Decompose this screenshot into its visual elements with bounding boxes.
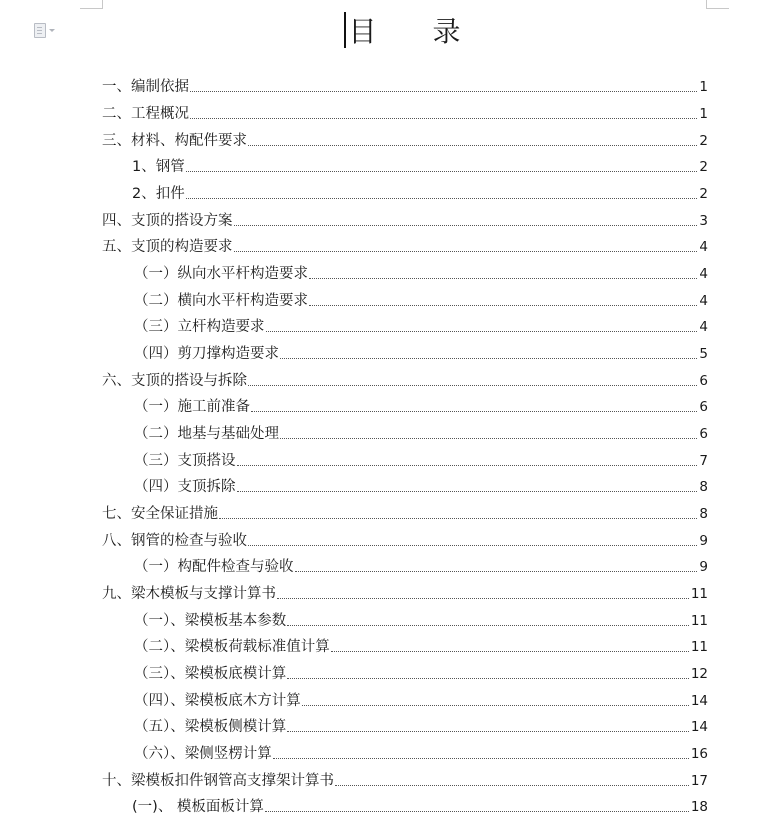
toc-entry[interactable] — [102, 103, 708, 123]
toc-entry-page: 6 — [699, 399, 708, 415]
toc-entry-page: 2 — [699, 186, 708, 202]
toc-entry[interactable] — [134, 476, 708, 496]
toc-entry-text: (一)、 模板面板计算 — [132, 799, 264, 815]
toc-entry-text: 三、材料、构配件要求 — [102, 133, 247, 149]
toc-entry-text: （三）支顶搭设 — [134, 453, 236, 469]
toc-entry-text: 五、支顶的构造要求 — [102, 239, 233, 255]
toc-leader — [190, 118, 697, 119]
toc-leader — [248, 145, 697, 146]
toc-entry-text: 2、扣件 — [132, 186, 185, 202]
toc-entry-page: 9 — [699, 559, 708, 575]
toc-entry-text: （一）施工前准备 — [134, 399, 250, 415]
page-corner-mark-right — [706, 0, 729, 9]
toc-entry[interactable] — [134, 263, 708, 283]
toc-entry-page: 8 — [699, 506, 708, 522]
toc-entry-text: 一、编制依据 — [102, 79, 189, 95]
toc-entry[interactable] — [134, 450, 708, 470]
document-icon — [34, 23, 46, 38]
document-menu-button[interactable] — [34, 21, 64, 39]
toc-entry[interactable] — [102, 236, 708, 256]
toc-entry[interactable] — [132, 156, 708, 176]
toc-entry[interactable] — [132, 796, 708, 816]
toc-entry[interactable] — [102, 370, 708, 390]
toc-entry[interactable] — [134, 690, 708, 710]
toc-leader — [186, 198, 698, 199]
toc-leader — [248, 545, 697, 546]
toc-entry-text: （四）、梁模板底木方计算 — [134, 693, 301, 709]
toc-entry[interactable] — [134, 556, 708, 576]
toc-leader — [287, 678, 689, 679]
toc-entry-text: 七、安全保证措施 — [102, 506, 218, 522]
toc-entry-page: 16 — [690, 746, 708, 762]
toc-entry[interactable] — [134, 316, 708, 336]
toc-entry-page: 1 — [699, 79, 708, 95]
toc-entry-text: （一）构配件检查与验收 — [134, 559, 294, 575]
title-char-2: 录 — [432, 15, 461, 48]
toc-entry[interactable] — [102, 130, 708, 150]
toc-entry-page: 18 — [690, 799, 708, 815]
toc-entry[interactable] — [102, 770, 708, 790]
toc-entry-page: 11 — [690, 639, 708, 655]
toc-leader — [248, 385, 697, 386]
toc-entry-page: 6 — [699, 373, 708, 389]
toc-entry-text: （三）立杆构造要求 — [134, 319, 265, 335]
toc-entry-page: 12 — [690, 666, 708, 682]
toc-leader — [273, 758, 689, 759]
toc-entry-text: （五）、梁模板侧模计算 — [134, 719, 287, 735]
toc-entry-page: 5 — [699, 346, 708, 362]
toc-entry-text: （一）纵向水平杆构造要求 — [134, 266, 308, 282]
toc-leader — [251, 411, 697, 412]
toc-entry-text: （六）、梁侧竖楞计算 — [134, 746, 272, 762]
toc-entry-page: 6 — [699, 426, 708, 442]
toc-entry-page: 2 — [699, 133, 708, 149]
toc-entry-page: 17 — [690, 773, 708, 789]
toc-leader — [280, 438, 697, 439]
toc-leader — [309, 305, 697, 306]
dropdown-caret-icon — [49, 29, 55, 32]
toc-leader — [335, 785, 689, 786]
toc-leader — [287, 731, 689, 732]
toc-entry-text: 六、支顶的搭设与拆除 — [102, 373, 247, 389]
toc-entry-text: （三）、梁模板底模计算 — [134, 666, 287, 682]
toc-entry-text: （二）地基与基础处理 — [134, 426, 279, 442]
toc-entry-page: 9 — [699, 533, 708, 549]
toc-entry-page: 14 — [690, 693, 708, 709]
toc-entry[interactable] — [102, 210, 708, 230]
toc-leader — [234, 225, 698, 226]
toc-entry-page: 4 — [699, 239, 708, 255]
toc-entry[interactable] — [134, 743, 708, 763]
toc-entry-text: 四、支顶的搭设方案 — [102, 213, 233, 229]
toc-entry-text: （二）、梁模板荷载标准值计算 — [134, 639, 330, 655]
toc-entry[interactable] — [102, 76, 708, 96]
toc-title — [344, 10, 461, 50]
toc-entry[interactable] — [134, 610, 708, 630]
toc-entry-page: 2 — [699, 159, 708, 175]
toc-leader — [266, 331, 698, 332]
toc-entry-text: （二）横向水平杆构造要求 — [134, 293, 308, 309]
toc-entry[interactable] — [134, 716, 708, 736]
toc-entry[interactable] — [102, 530, 708, 550]
toc-entry-page: 11 — [690, 613, 708, 629]
toc-leader — [280, 358, 697, 359]
toc-leader — [309, 278, 697, 279]
toc-leader — [219, 518, 697, 519]
toc-entry[interactable] — [134, 663, 708, 683]
toc-entry-text: 九、梁木模板与支撑计算书 — [102, 586, 276, 602]
toc-entry-text: （一）、梁模板基本参数 — [134, 613, 287, 629]
toc-leader — [277, 598, 689, 599]
toc-entry[interactable] — [132, 183, 708, 203]
toc-entry-page: 4 — [699, 266, 708, 282]
toc-leader — [237, 491, 698, 492]
toc-entry-page: 4 — [699, 319, 708, 335]
toc-entry[interactable] — [134, 636, 708, 656]
toc-leader — [234, 251, 698, 252]
toc-leader — [295, 571, 698, 572]
toc-leader — [302, 705, 689, 706]
toc-entry-page: 11 — [690, 586, 708, 602]
title-char-1: 目 — [348, 15, 377, 48]
toc-entry[interactable] — [134, 290, 708, 310]
toc-leader — [237, 465, 698, 466]
toc-entry-page: 3 — [699, 213, 708, 229]
toc-entry-text: 二、工程概况 — [102, 106, 189, 122]
toc-entry[interactable] — [134, 396, 708, 416]
toc-leader — [287, 625, 689, 626]
toc-entry-page: 4 — [699, 293, 708, 309]
toc-entry[interactable] — [102, 583, 708, 603]
toc-entry-text: 八、钢管的检查与验收 — [102, 533, 247, 549]
toc-entry-text: （四）支顶拆除 — [134, 479, 236, 495]
toc-entry[interactable] — [134, 343, 708, 363]
toc-leader — [265, 811, 689, 812]
toc-entry-text: 1、钢管 — [132, 159, 185, 175]
toc-entry-text: 十、梁模板扣件钢管高支撑架计算书 — [102, 773, 334, 789]
page-corner-mark-left — [80, 0, 103, 9]
toc-entry-page: 1 — [699, 106, 708, 122]
toc-entry-text: （四）剪刀撑构造要求 — [134, 346, 279, 362]
toc-entry-page: 8 — [699, 479, 708, 495]
text-cursor — [344, 12, 346, 48]
toc-leader — [186, 171, 698, 172]
toc-leader — [331, 651, 689, 652]
toc-entry-page: 14 — [690, 719, 708, 735]
toc-entry[interactable] — [134, 423, 708, 443]
toc-entry-page: 7 — [699, 453, 708, 469]
toc-entry[interactable] — [102, 503, 708, 523]
toc-leader — [190, 91, 697, 92]
